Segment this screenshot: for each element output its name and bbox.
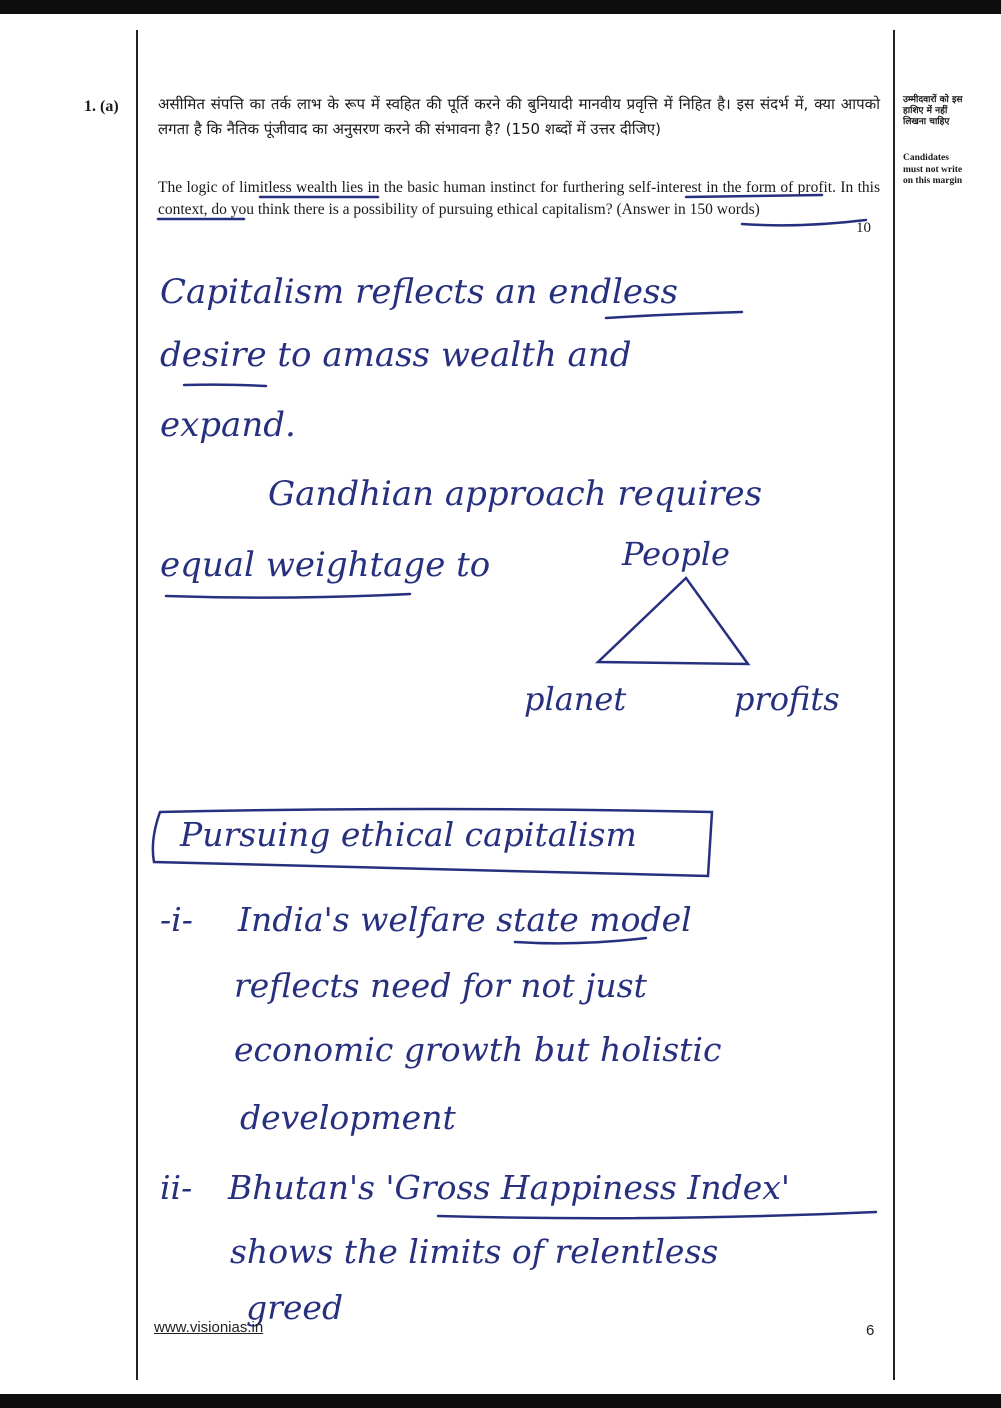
underline-self-interest [686, 195, 822, 197]
point-2-line-1: Bhutan's 'Gross Happiness Index' [228, 1168, 790, 1207]
question-text-english: The logic of limitless wealth lies in the basic human instinct for furthering self-interest in the form of profit. In this context, do you think there is a possibility of pursuing ethical capitalism? (Answer in 150 words) [158, 179, 880, 218]
underline-equal-weightage [166, 594, 410, 598]
point-2-line-2: shows the limits of relentless [230, 1232, 719, 1271]
question-marks: 10 [856, 220, 871, 236]
triangle-label-planet: planet [524, 680, 627, 718]
underline-ethical-capitalism [742, 220, 866, 225]
point-2-marker: ii- [160, 1168, 193, 1207]
answer-line-5: equal weightage to [160, 545, 491, 585]
question-text-hindi: असीमित संपत्ति का तर्क लाभ के रूप में स्वहित की पूर्ति करने की बुनियादी मानवीय प्रवृत्ति में निहित है। इस संदर्भ में, क्या आपको लगता है कि नैतिक पूंजीवाद का अनुसरण करने की संभावना है? (150 शब्दों में उत्तर दीजिए) [158, 95, 880, 138]
point-1-line-3: economic growth but holistic [234, 1030, 722, 1069]
page-number: 6 [866, 1322, 875, 1339]
triangle-label-profits: profits [734, 680, 840, 718]
answer-line-2: desire to amass wealth and [160, 335, 632, 375]
underline-gross-happiness-index [438, 1212, 876, 1218]
answer-line-1: Capitalism reflects an endless [160, 272, 678, 312]
footer-url: www.visionias.in [154, 1319, 264, 1336]
point-1-line-2: reflects need for not just [234, 966, 647, 1005]
underline-desire [184, 385, 266, 386]
margin-note-hindi: उम्मीदवारों को इस हाशिए में नहीं लिखना चाहिए [903, 95, 963, 127]
point-1-line-1: India's welfare state model [238, 900, 692, 939]
triangle-label-people: People [622, 535, 730, 573]
underline-welfare-state [515, 938, 646, 943]
question-number: 1. (a) [84, 98, 119, 115]
point-1-marker: -i- [160, 900, 193, 939]
point-2-line-3: greed [246, 1288, 344, 1327]
triangle-people-planet-profit [598, 578, 748, 664]
margin-note-english: Candidates must not write on this margin [903, 153, 963, 186]
answer-line-3: expand. [160, 405, 296, 445]
heading-box-outline [153, 809, 712, 876]
underline-endless [606, 312, 742, 318]
answer-line-4: Gandhian approach requires [268, 474, 763, 514]
point-1-line-4: development [240, 1098, 456, 1137]
heading-box-text: Pursuing ethical capitalism [180, 815, 637, 854]
